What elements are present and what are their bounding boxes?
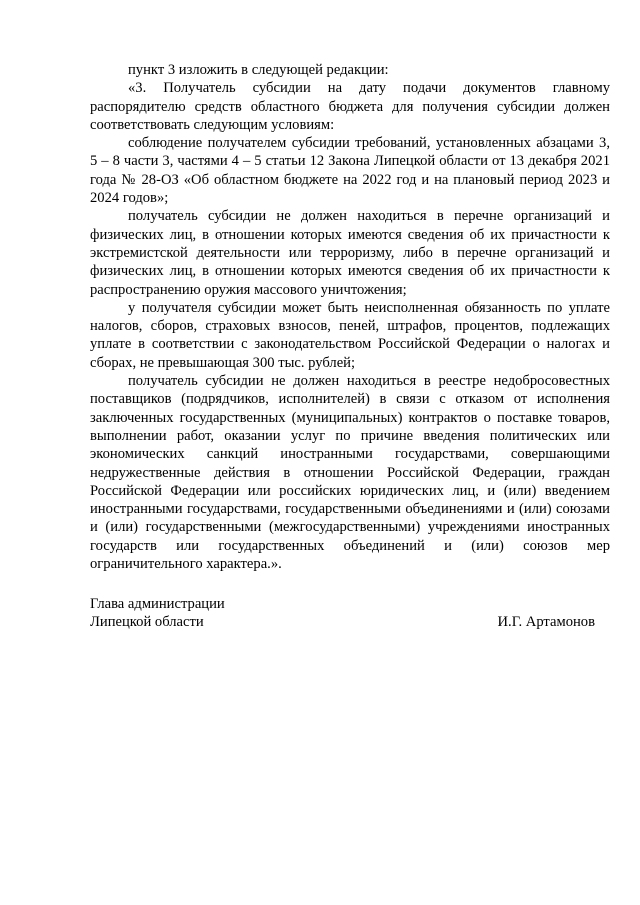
signatory-title-line2: Липецкой области <box>90 614 204 631</box>
signature-block <box>90 595 595 632</box>
paragraph-condition-tax-debt: у получателя субсидии может быть неисполненная обязанность по уплате налогов, сборов, страховых взносов, пеней, штрафов, процентов, подлежащих уплате в соответствии с законодательством Российской Федерации о налогах и сборах, не превышающая 300 тыс. рублей; <box>90 299 610 371</box>
paragraph-clause-3: «3. Получатель субсидии на дату подачи документов главному распорядителю средств областного бюджета для получения субсидии должен соответствовать следующим условиям: <box>90 80 610 133</box>
paragraph-amendment-intro: пункт 3 изложить в следующей редакции: <box>128 62 389 78</box>
paragraph-condition-unscrupulous-suppliers: получатель субсидии не должен находиться в реестре недобросовестных поставщиков (подрядчиков, исполнителей) в связи с отказом от исполнения заключенных государственных (муниципальных) контрактов о поставке товаров, выполнении работ, оказании услуг по причине введения политических или экономических санкций иностранными государствами, совершающими недружественные действия в отношении Российской Федерации, граждан Российской Федерации или российских юридических лиц, и (или) введением иностранными государствами, государственными объединениями и (или) союзами и (или) государственными (межгосударственными) учреждениями иностранных государств или государственных объединений и (или) союзов мер ограничительного характера.». <box>90 373 610 573</box>
signature-row <box>90 613 595 631</box>
paragraph-condition-law-compliance: соблюдение получателем субсидии требований, установленных абзацами 3, 5 – 8 части 3, частями 4 – 5 статьи 12 Закона Липецкой области от 13 декабря 2021 года № 28-ОЗ «Об областном бюджете на 2022 год и на плановый период 2023 и 2024 годов»; <box>90 135 610 207</box>
signatory-title-line1: Глава администрации <box>90 596 225 612</box>
document-body <box>90 61 610 573</box>
signatory-name: И.Г. Артамонов <box>497 614 595 631</box>
paragraph-condition-extremism-list: получатель субсидии не должен находиться в перечне организаций и физических лиц, в отношении которых имеются сведения об их причастности к экстремистской деятельности или терроризму, либо в перечне организаций и физических лиц, в отношении которых имеются сведения об их причастности к распространению оружия массового уничтожения; <box>90 208 610 298</box>
